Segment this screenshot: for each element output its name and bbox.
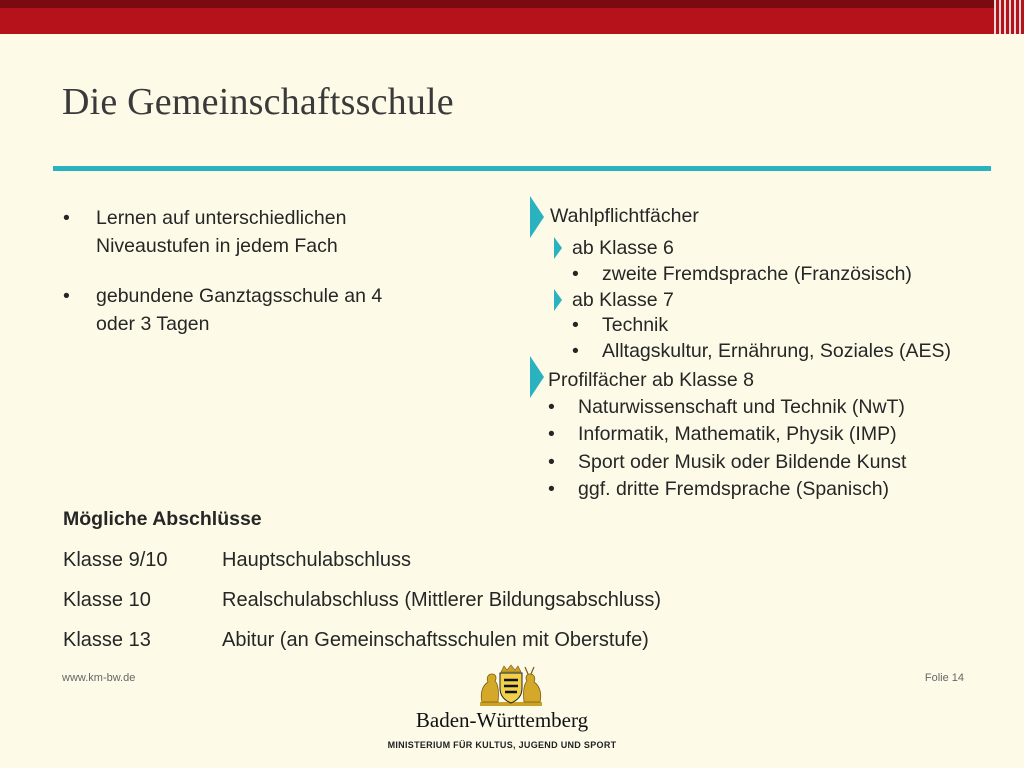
table-header-label: Mögliche Abschlüsse xyxy=(63,508,262,530)
group-label: ab Klasse 7 xyxy=(572,289,674,311)
list-item-text: ggf. dritte Fremdsprache (Spanisch) xyxy=(578,478,890,500)
bullet-dot: • xyxy=(548,478,555,500)
bullet-dot: • xyxy=(548,423,555,445)
title-divider xyxy=(53,166,991,171)
ministry-name: MINISTERIUM FÜR KULTUS, JUGEND UND SPORT xyxy=(387,740,617,750)
chevron-right-icon xyxy=(554,237,562,259)
list-item-text: Alltagskultur, Ernährung, Soziales (AES) xyxy=(602,340,952,362)
bullet-dot: • xyxy=(548,396,555,418)
top-bar-stripes xyxy=(994,0,1024,34)
slide-number: Folie 14 xyxy=(924,672,964,684)
table-cell-abschluss: Realschulabschluss (Mittlerer Bildungsabschluss) xyxy=(222,589,662,611)
footer-url: www.km-bw.de xyxy=(62,672,136,684)
chevron-right-icon xyxy=(530,196,544,238)
bullet-line: oder 3 Tagen xyxy=(96,313,210,335)
table-cell-abschluss: Hauptschulabschluss xyxy=(222,549,411,571)
bullet-line: Lernen auf unterschiedlichen xyxy=(96,207,347,229)
bullet-item xyxy=(60,204,460,260)
list-item-text: Informatik, Mathematik, Physik (IMP) xyxy=(578,423,897,445)
table-cell-klasse: Klasse 9/10 xyxy=(63,549,168,571)
table-cell-abschluss: Abitur (an Gemeinschaftsschulen mit Oberstufe) xyxy=(222,629,649,651)
bullet-line: Niveaustufen in jedem Fach xyxy=(96,235,338,257)
profil-heading: Profilfächer ab Klasse 8 xyxy=(548,369,754,391)
table-cell-klasse: Klasse 10 xyxy=(63,589,151,611)
bullet-dot: • xyxy=(572,314,579,336)
bullet-dot: • xyxy=(572,340,579,362)
brand-name: Baden-Württemberg xyxy=(415,708,589,732)
list-item-text: zweite Fremdsprache (Französisch) xyxy=(602,263,912,285)
baden-wuerttemberg-coat-of-arms-icon xyxy=(476,664,546,708)
bullet-line: gebundene Ganztagsschule an 4 xyxy=(96,285,383,307)
list-item-text: Technik xyxy=(602,314,669,336)
wahlpflicht-heading: Wahlpflichtfächer xyxy=(550,205,699,227)
bullet-dot: • xyxy=(548,451,555,473)
left-bullet-list xyxy=(60,204,460,360)
top-bar-dark-strip xyxy=(0,0,1024,8)
group-label: ab Klasse 6 xyxy=(572,237,674,259)
chevron-right-icon xyxy=(530,356,544,398)
bullet-dot: • xyxy=(572,263,579,285)
list-item-text: Naturwissenschaft und Technik (NwT) xyxy=(578,396,905,418)
list-item-text: Sport oder Musik oder Bildende Kunst xyxy=(578,451,907,473)
table-cell-klasse: Klasse 13 xyxy=(63,629,151,651)
chevron-right-icon xyxy=(554,289,562,311)
bullet-item xyxy=(60,282,460,338)
slide-title: Die Gemeinschaftsschule xyxy=(62,81,454,123)
